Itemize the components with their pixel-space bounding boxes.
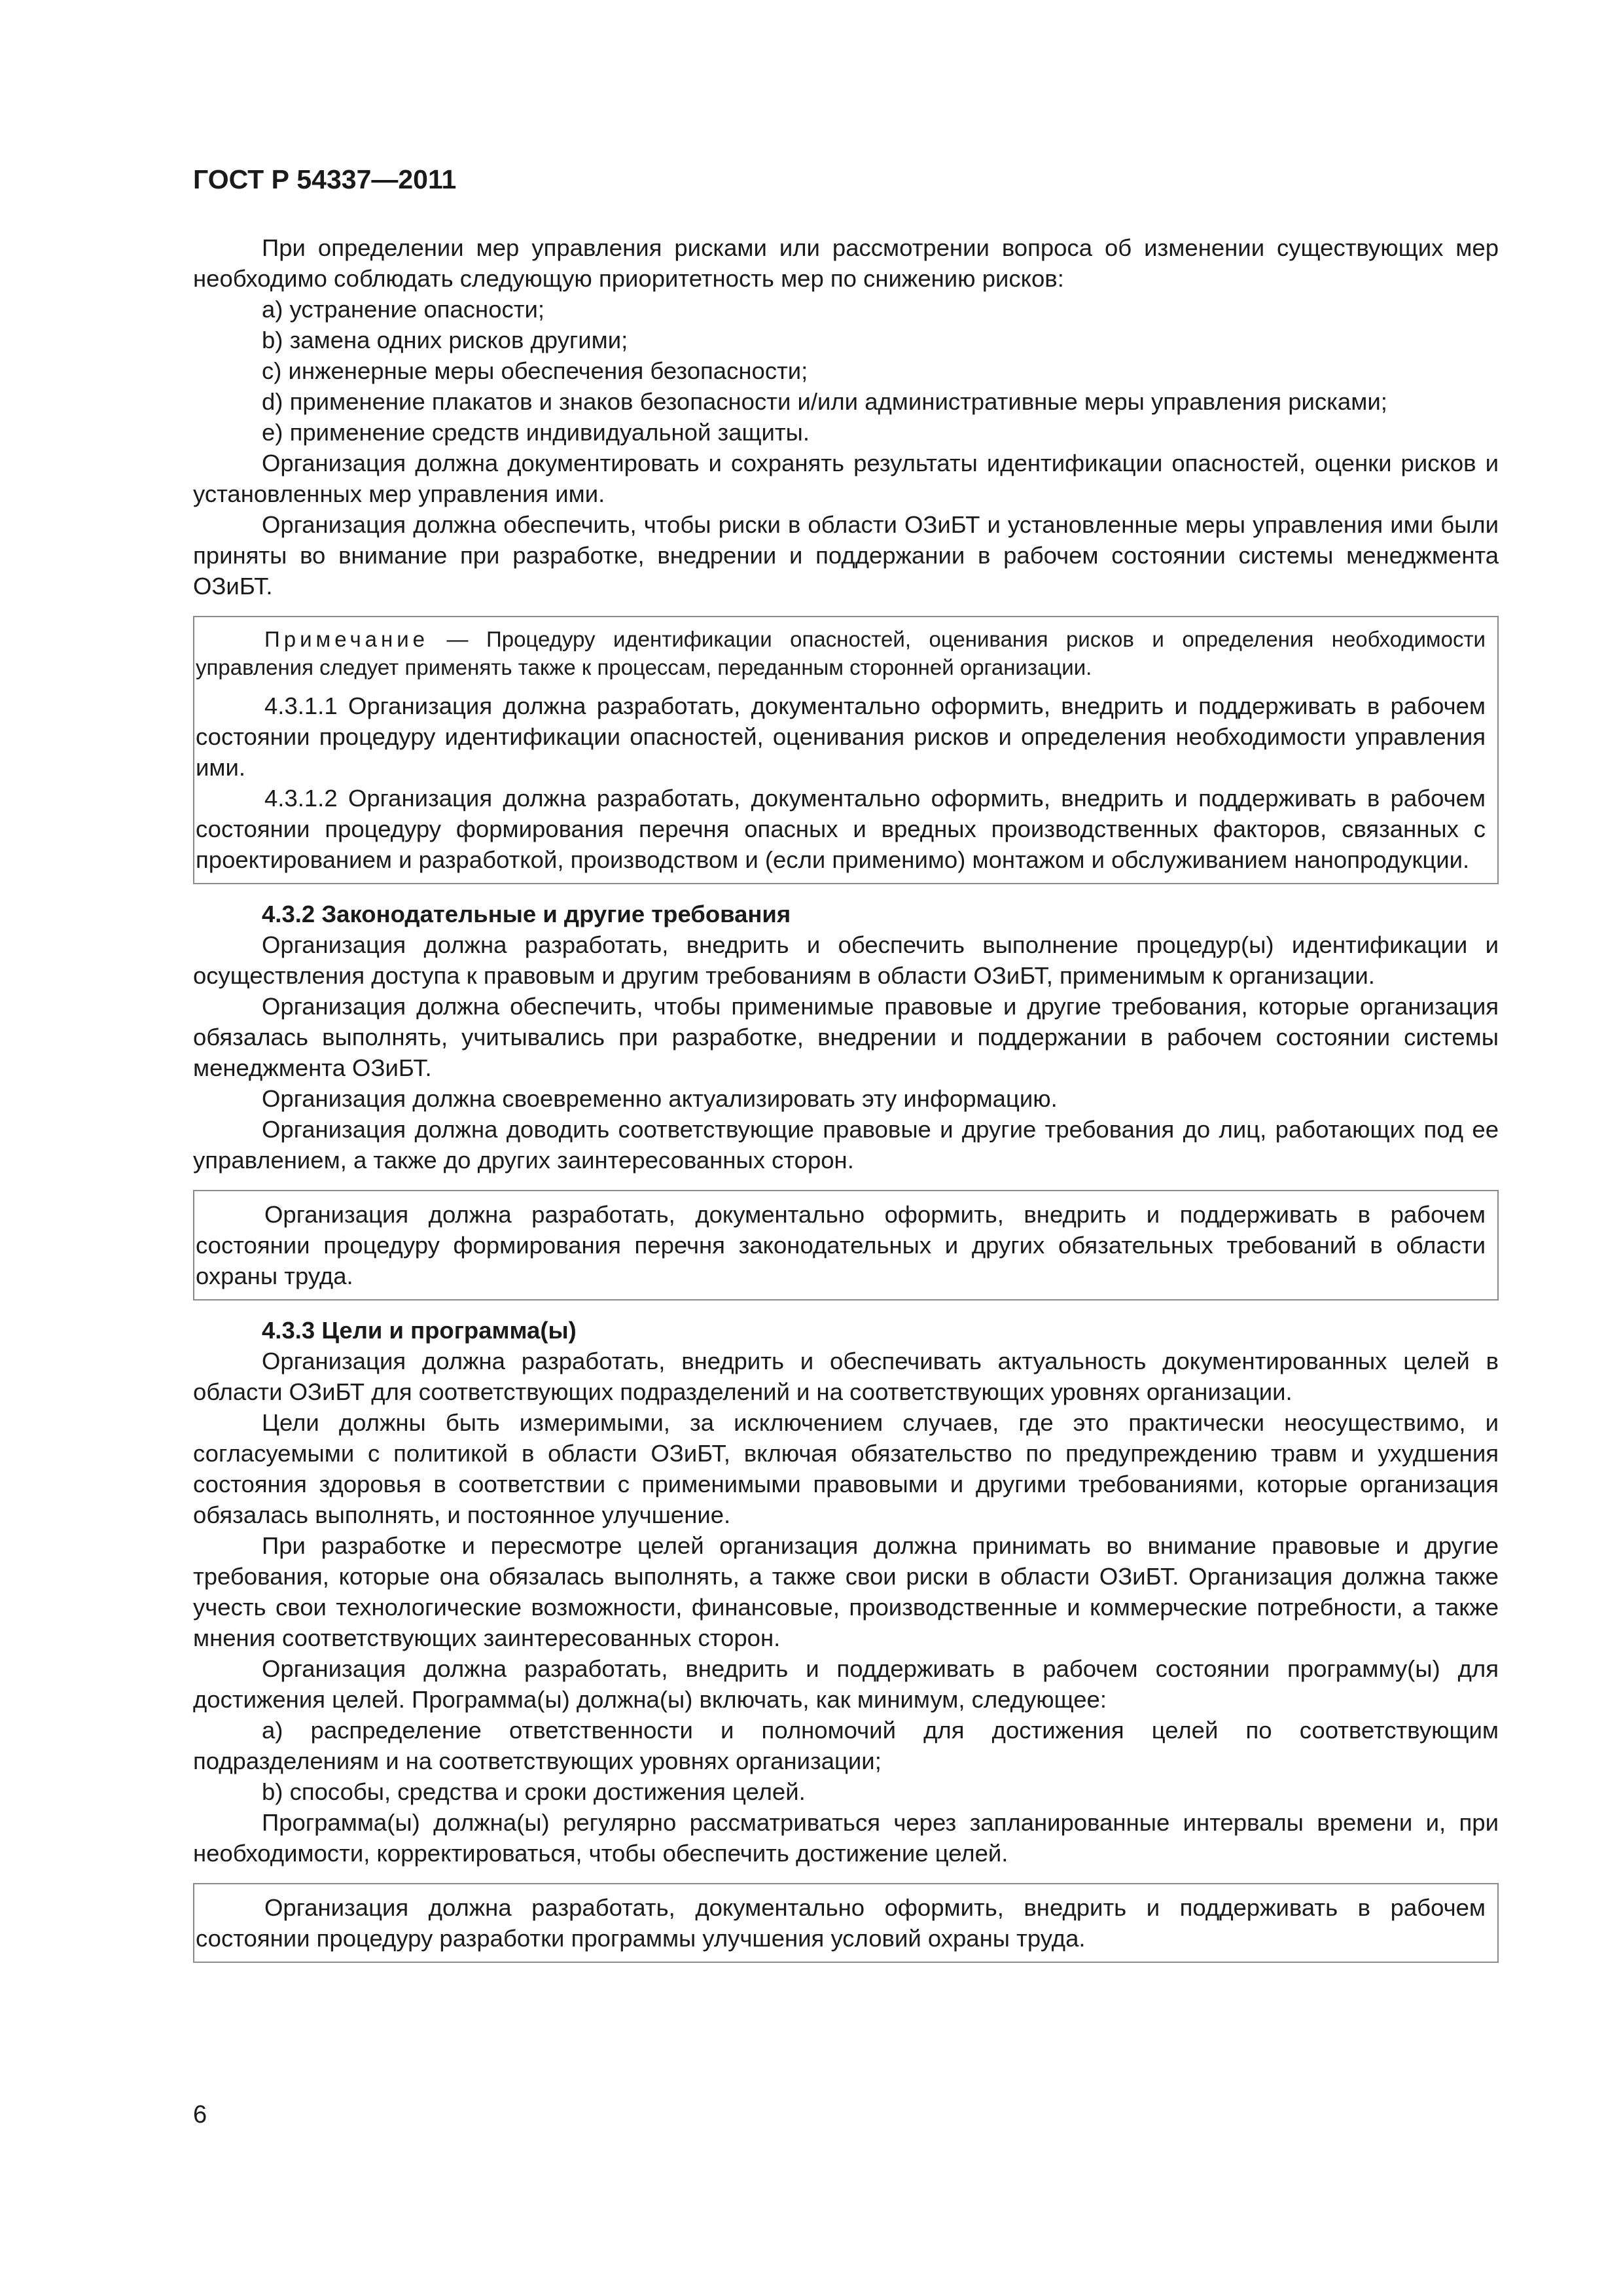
paragraph: Организация должна документировать и сохранять результаты идентификации опасностей, оценки рисков и установленных мер управления ими. — [193, 450, 1499, 507]
paragraph: Организация должна разработать, внедрить и поддерживать в рабочем состоянии программу(ы) для достижения целей. Программа(ы) должна(ы) включать, как минимум, следующее: — [193, 1655, 1499, 1713]
document-header: ГОСТ Р 54337—2011 — [193, 164, 457, 194]
paragraph: Организация должна доводить соответствующие правовые и другие требования до лиц, работающих под ее управлением, а также до других заинтересованных сторон. — [193, 1116, 1499, 1174]
list-item: a) распределение ответственности и полномочий для достижения целей по соответствующим подразделениям и на соответствующих уровнях организации; — [193, 1717, 1499, 1774]
list-item: b) способы, средства и сроки достижения целей. — [262, 1778, 806, 1805]
boxed-national-addition — [193, 1190, 1499, 1300]
paragraph: При разработке и пересмотре целей организация должна принимать во внимание правовые и другие требования, которые она обязалась выполнять, а также свои риски в области ОЗиБТ. Организация должна также учесть свои технологические возможности, финансовые, производственные и коммерческие потребности, а также мнения соответствующих заинтересованных сторон. — [193, 1532, 1499, 1651]
paragraph: Цели должны быть измеримыми, за исключением случаев, где это практически неосуществимо, и согласуемыми с политикой в области ОЗиБТ, включая обязательство по предупреждению травм и ухудшения состояния здоровья в соответствии с применимыми правовыми и другими требованиями, которые организация обязалась выполнять, и постоянное улучшение. — [193, 1409, 1499, 1528]
clause-4-3-1-1: 4.3.1.1 Организация должна разработать, документально оформить, внедрить и поддерживать в рабочем состоянии процедуру идентификации опасностей, оценивания рисков и определения необходимости управления ими. — [196, 692, 1486, 781]
note-paragraph — [196, 625, 1486, 681]
section-heading-4-3-2: 4.3.2 Законодательные и другие требования — [262, 901, 791, 927]
list-item: e) применение средств индивидуальной защиты. — [262, 419, 810, 446]
paragraph: Организация должна разработать, внедрить и обеспечить выполнение процедур(ы) идентификации и осуществления доступа к правовым и другим требованиям в области ОЗиБТ, применимым к организации. — [193, 931, 1499, 989]
list-item: b) замена одних рисков другими; — [262, 327, 628, 353]
boxed-national-addition — [193, 616, 1499, 884]
boxed-paragraph: Организация должна разработать, документально оформить, внедрить и поддерживать в рабочем состоянии процедуру разработки программы улучшения условий охраны труда. — [196, 1894, 1486, 1952]
boxed-national-addition — [193, 1883, 1499, 1963]
note-label: Примечание — [264, 627, 429, 651]
paragraph: Организация должна своевременно актуализировать эту информацию. — [262, 1085, 1058, 1112]
boxed-paragraph: Организация должна разработать, документально оформить, внедрить и поддерживать в рабочем состоянии процедуру формирования перечня законодательных и других обязательных требований в области охраны труда. — [196, 1201, 1486, 1289]
list-item: c) инженерные меры обеспечения безопасности; — [262, 357, 808, 384]
paragraph: Программа(ы) должна(ы) регулярно рассматриваться через запланированные интервалы времени и, при необходимости, корректироваться, чтобы обеспечить достижение целей. — [193, 1809, 1499, 1867]
paragraph: Организация должна обеспечить, чтобы применимые правовые и другие требования, которые организация обязалась выполнять, учитывались при разработке, внедрении и поддержании в рабочем состоянии системы менеджмента ОЗиБТ. — [193, 993, 1499, 1081]
page-content — [193, 162, 1499, 1977]
paragraph: Организация должна обеспечить, чтобы риски в области ОЗиБТ и установленные меры управления ими были приняты во внимание при разработке, внедрении и поддержании в рабочем состоянии системы менеджмента ОЗиБТ. — [193, 511, 1499, 600]
list-item: a) устранение опасности; — [262, 296, 545, 323]
section-heading-4-3-3: 4.3.3 Цели и программа(ы) — [262, 1317, 577, 1344]
page-number: 6 — [193, 2101, 207, 2128]
note-text: — Процедуру идентификации опасностей, оценивания рисков и определения необходимости управления следует применять также к процессам, переданным сторонней организации. — [196, 627, 1486, 679]
list-item: d) применение плакатов и знаков безопасности и/или административные меры управления рисками; — [262, 388, 1387, 415]
paragraph: Организация должна разработать, внедрить и обеспечивать актуальность документированных целей в области ОЗиБТ для соответствующих подразделений и на соответствующих уровнях организации. — [193, 1348, 1499, 1405]
clause-4-3-1-2: 4.3.1.2 Организация должна разработать, документально оформить, внедрить и поддерживать в рабочем состоянии процедуру формирования перечня опасных и вредных производственных факторов, связанных с проектированием и разработкой, производством и (если применимо) монтажом и обслуживанием нанопродукции. — [196, 785, 1486, 873]
paragraph: При определении мер управления рисками или рассмотрении вопроса об изменении существующих мер необходимо соблюдать следующую приоритетность мер по снижению рисков: — [193, 234, 1499, 292]
